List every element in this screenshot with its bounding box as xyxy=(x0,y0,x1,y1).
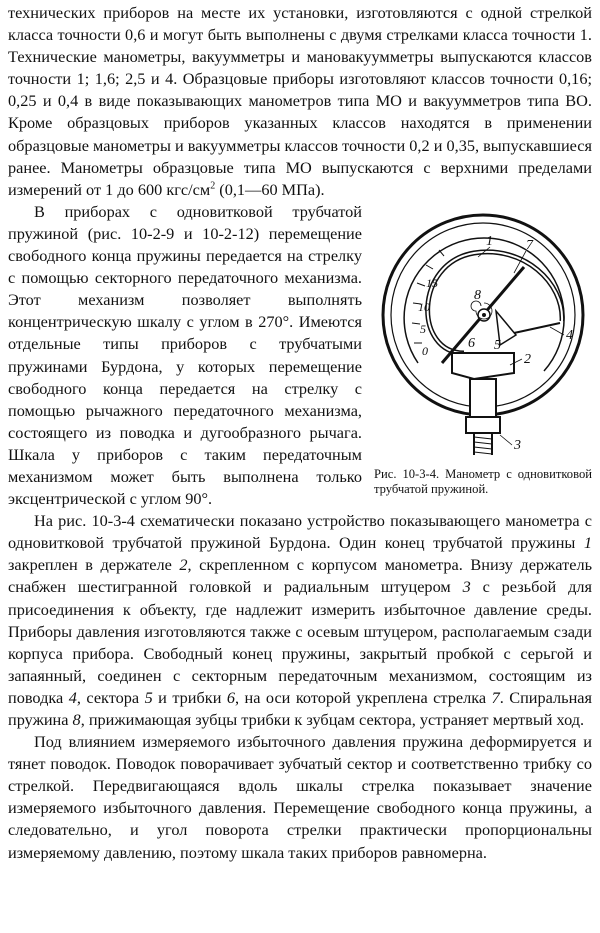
manometer-illustration xyxy=(374,203,592,465)
part-label: 2 xyxy=(524,351,531,367)
link-rod xyxy=(514,323,560,333)
holder xyxy=(452,353,514,379)
page xyxy=(8,2,592,864)
paragraph-2: 0 5 10 15 1 7 8 6 5 4 2 3 Рис. 10-3-4. Манометр с одновитковой трубчатой пружиной. В приборах с одновитковой трубчатой пружиной (рис. 10-2-9 и 10-2-12) перемещение свободного конца пружины передается на стрелку с помощью секторного передаточного механизма. Этот механизм позволяет выполнять концентрическую шкалу с углом в 270°. Имеются отдельные типы приборов с трубчатыми пружинами Бурдона, у которых перемещение свободного конца передается на стрелку с помощью рычажного передаточного механизма, состоящего из поводка и дугообразного рычага. Шкала у приборов с таким передаточным механизмом может быть выполнена только эксцентрической с углом 90°. xyxy=(8,201,592,509)
hex-head xyxy=(466,417,500,433)
thread xyxy=(474,437,492,454)
part-label: 5 xyxy=(494,337,501,353)
part-label: 7 xyxy=(526,237,533,253)
scale-label: 15 xyxy=(426,275,438,290)
part-label: 4 xyxy=(566,327,573,343)
figure xyxy=(374,203,592,497)
part-label: 8 xyxy=(474,287,481,303)
scale-label: 5 xyxy=(420,321,426,336)
part-label: 1 xyxy=(486,233,493,249)
part-label: 6 xyxy=(468,335,475,351)
superscript: 2 xyxy=(210,180,216,192)
scale-label: 0 xyxy=(422,343,428,358)
figure-caption: Рис. 10-3-4. Манометр с одновитковой трубчатой пружиной. xyxy=(374,466,592,496)
paragraph-4: Под влиянием измеряемого избыточного давления пружина деформируется и тянет поводок. Поводок поворачивает зубчатый сектор и соответственно трибку со стрелкой. Передвигающаяся вдоль шкалы стрелка показывает значение измеряемого избыточного давления. Перемещение свободного конца пружины, а следовательно, и угол поворота стрелки практически пропорциональны измеряемому давлению, поэтому шкала таких приборов равномерна. xyxy=(8,732,592,862)
paragraph-3: На рис. 10-3-4 схематически показано устройство показывающего манометра с одновитковой трубчатой пружиной Бурдона. Один конец трубчатой пружины 1 закреплен в держателе 2, скрепленном с корпусом манометра. Внизу держатель снабжен шестигранной головкой и радиальным штуцером 3 с резьбой для присоединения к объекту, где надлежит измерить избыточное давление среды. Приборы давления изготовляются также с осевым штуцером, располагаемым сзади корпуса прибора. Свободный конец пружины, закрытый пробкой с серьгой и запаянный, соединен с секторным передаточным механизмом, состоящим из поводка 4, сектора 5 и трибки 6, на оси которой укреплена стрелка 7. Спиральная пружина 8, прижимающая зубцы трибки к зубцам сектора, устраняет мертвый ход. xyxy=(8,511,593,729)
part-label: 3 xyxy=(514,437,521,453)
fitting xyxy=(470,379,496,419)
paragraph-1: технических приборов на месте их установки, изготовляются с одной стрелкой класса точности 0,6 и могут быть выполнены с двумя стрелками класса точности 1. Технические манометры, вакуумметры и мановакуумметры выпускаются классов точности 1; 1,6; 2,5 и 4. Образцовые приборы изготовляют классов точности 0,16; 0,25 и 0,4 в виде показывающих манометров типа МО и вакуумметров типа ВО. Кроме образцовых приборов указанных классов находятся в применении образцовые манометры и вакуумметры классов точности 0,2 и 0,35, выпускавшиеся ранее. Манометры образцовые типа МО выпускаются с верхними пределами измерений от 1 до 600 кгс/$см^2$ (0,1—60 МПа). xyxy=(8,3,593,199)
scale-label: 10 xyxy=(418,299,430,314)
